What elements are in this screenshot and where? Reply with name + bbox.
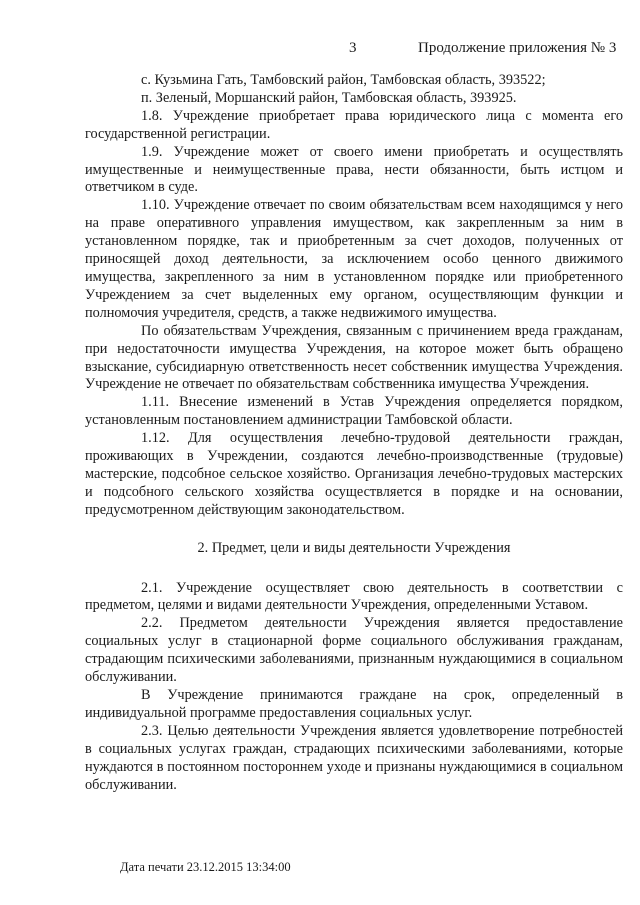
print-date-footer: Дата печати 23.12.2015 13:34:00 (120, 860, 291, 874)
document-body (85, 72, 623, 794)
clause-1-8: 1.8. Учреждение приобретает права юридического лица с момента его государственной регистрации. (85, 107, 623, 142)
clause-2-3: 2.3. Целью деятельности Учреждения является удовлетворение потребностей в социальных услугах граждан, страдающих психическими заболеваниями, которые нуждаются в постоянном постороннем уходе и признаны нуждающимися в социальном обслуживании. (85, 722, 623, 793)
clause-2-2: 2.2. Предметом деятельности Учреждения является предоставление социальных услуг в стационарной форме социального обслуживания гражданам, страдающим психическими заболеваниями, признанным нуждающимися в социальном обслуживании. (85, 615, 623, 686)
appendix-caption: Продолжение приложения № 3 (418, 40, 617, 56)
clause-2-1: 2.1. Учреждение осуществляет свою деятельность в соответствии с предметом, целями и видами деятельности Учреждения, определенными Уставом. (85, 579, 623, 614)
clause-1-10-liability: По обязательствам Учреждения, связанным с причинением вреда гражданам, при недостаточности имущества Учреждения, на которое может быть обращено взыскание, субсидиарную ответственность несет собственник имущества Учреждения. Учреждение не отвечает по обязательствам собственника имущества Учреждения. (85, 322, 623, 393)
clause-2-2-admission: В Учреждение принимаются граждане на срок, определенный в индивидуальной программе предоставления социальных услуг. (85, 687, 623, 721)
clause-1-12: 1.12. Для осуществления лечебно-трудовой деятельности граждан, проживающих в Учреждении, создаются лечебно-производственные (трудовые) мастерские, подсобное сельское хозяйство. Организация лечебно-трудовых мастерских и подсобного сельского хозяйства осуществляется в порядке и на основании, предусмотренном действующим законодательством. (85, 430, 623, 518)
address-line: с. Кузьмина Гать, Тамбовский район, Тамбовская область, 393522; (141, 72, 546, 88)
clause-1-11: 1.11. Внесение изменений в Устав Учреждения определяется порядком, установленным постановлением администрации Тамбовской области. (85, 394, 623, 429)
section-2-title: 2. Предмет, цели и виды деятельности Учреждения (197, 539, 511, 556)
clause-1-10: 1.10. Учреждение отвечает по своим обязательствам всем находящимся у него на праве оперативного управления имуществом, как закрепленным за ним в установленном порядке, так и приобретенным за счет доходов, полученных от приносящей доход деятельности, за исключением особо ценного движимого имущества, закрепленного за ним в установленном порядке или приобретенного Учреждением за счет выделенных ему органом, осуществляющим функции и полномочия учредителя, средств, а также недвижимого имущества. (85, 197, 623, 321)
clause-1-9: 1.9. Учреждение может от своего имени приобретать и осуществлять имущественные и неимущественные права, нести обязанности, быть истцом и ответчиком в суде. (85, 143, 623, 196)
address-line: п. Зеленый, Моршанский район, Тамбовская область, 393925. (141, 89, 517, 106)
page-number: 3 (349, 40, 357, 56)
